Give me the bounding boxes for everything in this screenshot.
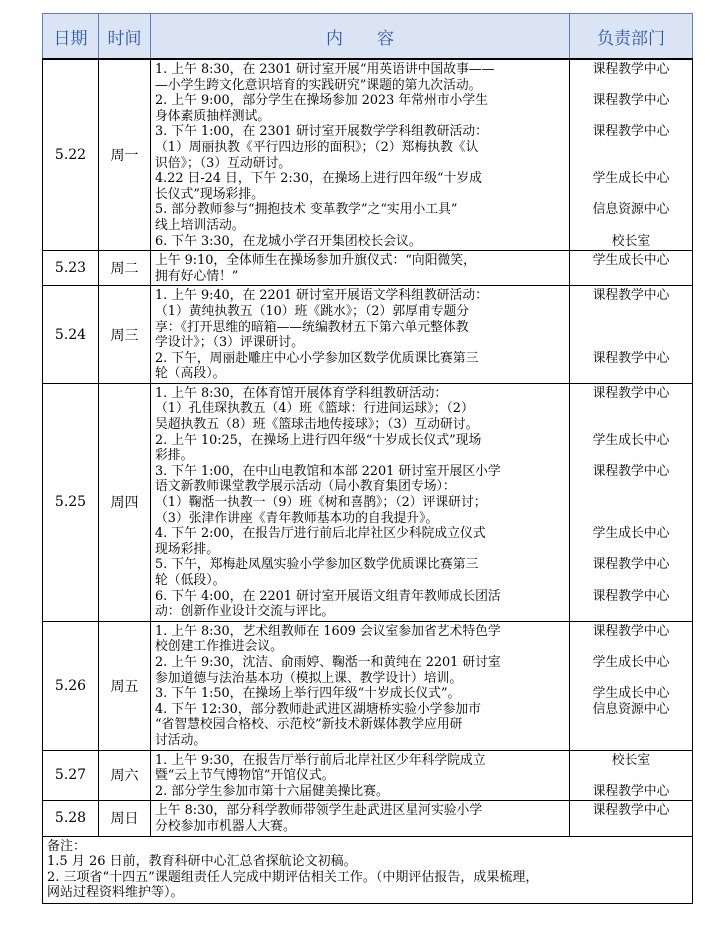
dept-line — [570, 573, 692, 589]
row-date: 5.23 — [43, 251, 99, 286]
dept-line — [570, 109, 692, 125]
schedule-row — [43, 286, 693, 384]
header-date: 日期 — [43, 14, 99, 60]
content-line: 6. 下午 3:30，在龙城小学召开集团校长会议。 — [155, 233, 422, 249]
dept-line — [570, 269, 692, 285]
row-date: 5.24 — [43, 286, 99, 384]
content-line: 3. 下午 1:00，在 2301 研讨室开展数学学科组教研活动： — [155, 124, 488, 140]
row-dept — [570, 251, 693, 286]
dept-line — [570, 733, 692, 749]
dept-line: 课程教学中心 — [592, 62, 670, 77]
content-line: （1）黄纯执教五（10）班《跳水》；（2）郭厚甫专题分 — [155, 303, 470, 319]
content-line: 4. 下午 12:30，部分教师赴武进区湖塘桥实验小学参加市 — [155, 701, 481, 717]
row-content — [151, 621, 570, 750]
content-line: 讨活动。 — [155, 732, 207, 748]
schedule-row — [43, 801, 693, 836]
row-weekday: 周二 — [99, 251, 151, 286]
dept-line: 课程教学中心 — [592, 350, 670, 366]
content-line: 6. 下午 4:00，在 2201 研讨室开展语文组青年教师成长团活 — [155, 588, 501, 604]
dept-line: 课程教学中心 — [592, 385, 670, 401]
dept-line: 课程教学中心 — [592, 463, 670, 479]
dept-line: 课程教学中心 — [592, 93, 670, 109]
row-weekday: 周四 — [99, 383, 151, 621]
content-line: 1. 上午 9:40，在 2201 研讨室开展语文学科组教研活动： — [155, 288, 488, 304]
dept-line — [570, 717, 692, 733]
schedule-table — [42, 13, 693, 904]
schedule-row — [43, 750, 693, 801]
dept-line: 课程教学中心 — [592, 557, 670, 573]
row-date: 5.22 — [43, 59, 99, 251]
content-line: 2. 上午 9:30，沈洁、俞雨婷、鞠湉一和黄纯在 2201 研讨室 — [155, 654, 501, 670]
dept-line — [570, 495, 692, 511]
content-line: 轮（高段）。 — [155, 366, 226, 382]
dept-line — [570, 511, 692, 527]
dept-line — [570, 304, 692, 320]
dept-line — [570, 639, 692, 655]
dept-line: 信息资源中心 — [592, 701, 670, 717]
content-line: （1）孔佳琛执教五（4）班《篮球：行进间运球》；（2） — [155, 401, 474, 417]
dept-line — [570, 542, 692, 558]
row-date: 5.26 — [43, 621, 99, 750]
dept-line: 学生成长中心 — [592, 686, 670, 702]
header-row — [43, 14, 693, 60]
content-line: 语文新教师课堂教学展示活动（局小教育集团专场）： — [155, 479, 456, 495]
row-dept — [570, 750, 693, 801]
row-dept — [570, 383, 693, 621]
schedule-row — [43, 59, 693, 251]
dept-line — [570, 218, 692, 234]
content-line: 3. 下午 1:50，在操场上举行四年级“十岁成长仪式”。 — [155, 686, 461, 702]
dept-line — [570, 78, 692, 94]
dept-line — [570, 819, 692, 835]
content-line: 线上培训活动。 — [155, 217, 245, 233]
content-line: 5. 部分教师参与“拥抱技术 变革教学”之“实用小工具” — [155, 202, 458, 218]
dept-line: 校长室 — [611, 233, 651, 249]
content-line: “省智慧校园合格校、示范校”新技术新媒体教学应用研 — [155, 717, 463, 733]
content-line: 4. 下午 2:00，在报告厅进行前后北岸社区少科院成立仪式 — [155, 526, 486, 542]
dept-line — [570, 187, 692, 203]
row-date: 5.25 — [43, 383, 99, 621]
content-line: 上午 9:10，全体师生在操场参加升旗仪式：“向阳微笑， — [155, 253, 476, 269]
content-line: 拥有好心情！” — [155, 268, 239, 284]
header-content: 内 容 — [151, 14, 570, 60]
content-line: 身体素质抽样测试。 — [155, 108, 271, 124]
row-date: 5.27 — [43, 750, 99, 801]
content-line: 2. 上午 9:00，部分学生在操场参加 2023 年常州市小学生 — [155, 93, 488, 109]
row-weekday: 周五 — [99, 621, 151, 750]
row-content — [151, 750, 570, 801]
content-line: 识倍》；（3）互动研讨。 — [155, 155, 292, 171]
dept-line — [570, 448, 692, 464]
content-line: 1. 上午 8:30，在体育馆开展体育学科组教研活动： — [155, 385, 448, 401]
content-line: 暨“云上节气博物馆”开馆仪式。 — [155, 768, 335, 784]
dept-line — [570, 366, 692, 382]
row-weekday: 周日 — [99, 801, 151, 836]
row-content — [151, 251, 570, 286]
dept-line: 课程教学中心 — [592, 783, 670, 799]
row-content — [151, 59, 570, 251]
content-line: （1）周丽执教《平行四边形的面积》；（2）郑梅执教《认 — [155, 139, 479, 155]
content-line: 现场彩排。 — [155, 541, 219, 557]
schedule-body — [43, 59, 693, 836]
schedule-row — [43, 621, 693, 750]
dept-line: 信息资源中心 — [592, 202, 670, 218]
dept-line: 校长室 — [611, 752, 651, 768]
dept-line — [570, 320, 692, 336]
note-line: 2. 三项省“十四五”课题组责任人完成中期评估相关工作。（中期评估报告，成果梳理， — [47, 869, 539, 885]
row-content — [151, 801, 570, 836]
content-line: 吴超执教五（8）班《篮球击地传接球》；（3）互动研讨。 — [155, 417, 479, 433]
dept-line — [570, 417, 692, 433]
row-dept — [570, 286, 693, 384]
note-line: 备注： — [47, 838, 87, 854]
row-weekday: 周三 — [99, 286, 151, 384]
content-line: 参加道德与法治基本功（模拟上课、教学设计）培训。 — [155, 670, 463, 686]
schedule-row — [43, 251, 693, 286]
weekly-schedule — [42, 13, 692, 904]
dept-line: 学生成长中心 — [592, 526, 670, 542]
content-line: 2. 上午 10:25，在操场上进行四年级“十岁成长仪式”现场 — [155, 432, 482, 448]
dept-line: 课程教学中心 — [592, 623, 670, 639]
content-line: 校创建工作推进会议。 — [155, 639, 283, 655]
row-date: 5.28 — [43, 801, 99, 836]
dept-line — [570, 671, 692, 687]
content-line: 4.22 日-24 日，下午 2:30，在操场上进行四年级“十岁成 — [155, 171, 482, 187]
row-content — [151, 383, 570, 621]
dept-line: 学生成长中心 — [592, 253, 670, 269]
dept-line — [570, 604, 692, 620]
content-line: 轮（低段）。 — [155, 573, 226, 588]
dept-line: 课程教学中心 — [592, 124, 670, 140]
dept-line — [570, 401, 692, 417]
notes-row — [43, 836, 693, 903]
row-weekday: 周六 — [99, 750, 151, 801]
dept-line: 课程教学中心 — [592, 288, 670, 304]
dept-line — [570, 479, 692, 495]
note-line: 网站过程资料维护等）。 — [47, 885, 184, 900]
row-dept — [570, 59, 693, 251]
dept-line: 学生成长中心 — [592, 432, 670, 448]
row-dept — [570, 801, 693, 836]
row-content — [151, 286, 570, 384]
content-line: 动：创新作业设计交流与评比。 — [155, 604, 335, 620]
dept-line — [570, 140, 692, 156]
row-dept — [570, 621, 693, 750]
dept-line: 学生成长中心 — [592, 171, 670, 187]
dept-line — [570, 768, 692, 784]
content-line: （3）张津作讲座《青年教师基本功的自我提升》。 — [155, 510, 439, 526]
dept-line — [570, 156, 692, 172]
content-line: 长仪式”现场彩排。 — [155, 186, 264, 202]
content-line: 3. 下午 1:00，在中山电教馆和本部 2201 研讨室开展区小学 — [155, 463, 501, 479]
dept-line: 课程教学中心 — [592, 803, 670, 819]
content-line: 上午 8:30，部分科学教师带领学生赴武进区星河实验小学 — [155, 803, 483, 819]
content-line: —小学生跨文化意识培育的实践研究”课题的第九次活动。 — [155, 77, 482, 93]
content-line: 学设计》；（3）评课研讨。 — [155, 335, 304, 351]
note-line: 1.5 月 26 日前，教育科研中心汇总省探航论文初稿。 — [47, 854, 357, 869]
content-line: 享：《打开思维的暗箱——统编教材五下第六单元整体教 — [155, 319, 469, 335]
schedule-row — [43, 383, 693, 621]
content-line: 1. 上午 9:30，在报告厅举行前后北岸社区少年科学院成立 — [155, 752, 486, 768]
notes-cell — [43, 836, 693, 903]
content-line: 5. 下午，郑梅赴凤凰实验小学参加区数学优质课比赛第三 — [155, 557, 479, 573]
header-time: 时间 — [99, 14, 151, 60]
content-line: 2. 下午，周丽赴雕庄中心小学参加区数学优质课比赛第三 — [155, 350, 479, 366]
content-line: 1. 上午 8:30，在 2301 研讨室开展“用英语讲中国故事—— — [155, 62, 495, 77]
content-line: 1. 上午 8:30，艺术组教师在 1609 会议室参加省艺术特色学 — [155, 623, 501, 639]
content-line: （1）鞠湉一执教一（9）班《树和喜鹊》；（2）评课研讨； — [155, 495, 487, 511]
header-dept: 负责部门 — [570, 14, 693, 60]
row-weekday: 周一 — [99, 59, 151, 251]
content-line: 彩排。 — [155, 448, 194, 464]
dept-line: 课程教学中心 — [592, 588, 670, 604]
content-line: 分校参加市机器人大赛。 — [155, 818, 296, 834]
content-line: 2. 部分学生参加市第十六届健美操比赛。 — [155, 783, 389, 799]
dept-line: 学生成长中心 — [592, 654, 670, 670]
dept-line — [570, 335, 692, 351]
